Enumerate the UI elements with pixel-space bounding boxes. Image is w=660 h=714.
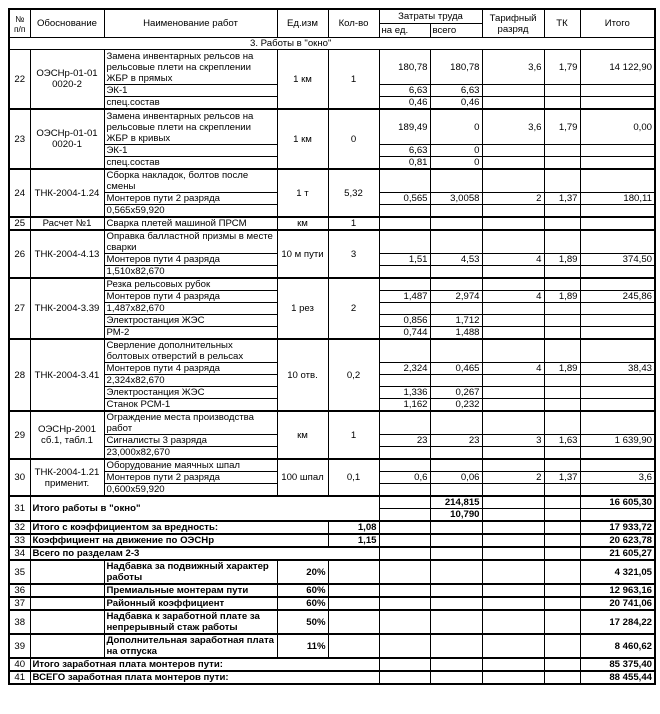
header-unit: Ед.изм [277, 9, 328, 38]
header-grade: Тарифный разряд [482, 9, 544, 38]
table-row: 27 ТНК-2004-3.39 Резка рельсовых рубок 1 рез 2 [9, 278, 655, 291]
section-title: 3. Работы в "окно" [9, 38, 655, 50]
summary-row: 38 Надбавка к заработной плате за непрерывный стаж работы 50% 17 284,22 [9, 610, 655, 634]
summary-row: 40 Итого заработная плата монтеров пути: 85 375,40 [9, 658, 655, 671]
summary-row: 35 Надбавка за подвижный характер работы 20% 4 321,05 [9, 560, 655, 584]
summary-row: 32 Итого с коэффициентом за вредность: 1,08 17 933,72 [9, 521, 655, 534]
table-row: 25 Расчет №1 Сварка плетей машиной ПРСМ км 1 [9, 217, 655, 230]
header-total: Итого [580, 9, 655, 38]
summary-row: 34 Всего по разделам 2-3 21 605,27 [9, 547, 655, 560]
table-row: 29 ОЭСНр-2001 сб.1, табл.1 Ограждение места производства работ км 1 [9, 411, 655, 435]
header-labor-total: всего [430, 24, 482, 38]
estimate-table: № п/п Обоснование Наименование работ Ед.изм Кол-во Затраты труда Тарифный разряд ТК Итого на ед. всего 3. Работы в "окно" 22 ОЭСНр-01-01 0020-2 Замена инвентарных рельсов на рельсовые плети на скреплении ЖБР в прямых 1 км 1 180,78 180,78 3,6 1,79 14 122,90 ЭК-1 6,63 6,63 спец.состав 0,46 0,46 23 ОЭСНр-01-01 0020-1 Замена инвентарных рельсов на рельсовые плети на скреплении ЖБР в кривых 1 км 0 189,49 0 3,6 1,79 0,00 ЭК-1 6,63 0 спец.состав 0,81 0 24 ТНК-2004-1.24 Сборка накладок, болтов после смены 1 т 5,32 Монтеров пути 2 разряда 0,565 3,0058 2 1,37 180,11 0,565x59,920 25 Расчет №1 Сварка плетей машиной ПРСМ км 1 26 ТНК-2004-4.13 Оправка балластной призмы в месте сварки 10 м пути 3 Монтеров пути 4 разряда 1,51 4,53 4 1,89 374,50 1,510x82,670 27 ТНК-2004-3.39 Резка рельсовых рубок 1 рез 2 Монтеров пути 4 разряда 1,487 2,974 4 1,89 245,86 1,487x82,670 Электростанция ЖЭС 0,856 1,712 РМ-2 0,744 1,488 28 ТНК-2004-3.41 Сверление дополнительных болтовых отверстий в рельсах 10 отв. 0,2 Монтеров пути 4 разряда 2,324 0,465 4 1,89 38,43 2,324x82,670 Электростанция ЖЭС 1,336 0,267 Станок РСМ-1 1,162 0,232 29 ОЭСНр-2001 сб.1, табл.1 Ограждение места производства работ км 1 Сигналисты 3 разряда 23 23 3 1,63 1 639,90 23,000x82,670 30 ТНК-2004-1.21 применит. Оборудование маячных шпал 100 шпал 0,1 Монтеров пути 2 разряда 0,6 0,06 2 1,37 3,6 0,600x59,920 31 Итого работы в "окно" 214,815 16 605,30 10,790 32 Итого с коэффициентом за вредность: 1,08 17 933,72 33 Коэффициент на движение по ОЭСНр 1,15 20 623,78 34 Всего по разделам 2-3 21 605,27 35 Надбавка за подвижный характер работы 20% 4 321,05 36 Премиальные монтерам пути 60% 12 963,16 37 Районный коэффициент 60% 20 741,06 38 Надбавка к заработной плате за непрерывный стаж работы 50% 17 284,22 39 Дополнительная заработная плата на отпуска 11% 8 460,62 40 Итого заработная плата монтеров пути: 85 375,40 41 ВСЕГО заработная плата монтеров пути: 88 455,44 [8, 8, 656, 685]
table-row: 24 ТНК-2004-1.24 Сборка накладок, болтов после смены 1 т 5,32 [9, 169, 655, 193]
summary-row: 39 Дополнительная заработная плата на отпуска 11% 8 460,62 [9, 634, 655, 658]
header-labor-per: на ед. [379, 24, 430, 38]
header-labor: Затраты труда [379, 9, 482, 24]
summary-row: 33 Коэффициент на движение по ОЭСНр 1,15 20 623,78 [9, 534, 655, 547]
table-row: 26 ТНК-2004-4.13 Оправка балластной призмы в месте сварки 10 м пути 3 [9, 230, 655, 254]
header-name: Наименование работ [104, 9, 277, 38]
summary-row: 31 Итого работы в "окно" 214,815 16 605,30 [9, 496, 655, 509]
header-num: № п/п [9, 9, 30, 38]
table-row: 22 ОЭСНр-01-01 0020-2 Замена инвентарных рельсов на рельсовые плети на скреплении ЖБР в прямых 1 км 1 180,78 180,78 3,6 1,79 14 122,90 [9, 50, 655, 85]
table-row: 28 ТНК-2004-3.41 Сверление дополнительных болтовых отверстий в рельсах 10 отв. 0,2 [9, 339, 655, 363]
summary-row: 41 ВСЕГО заработная плата монтеров пути: 88 455,44 [9, 671, 655, 684]
summary-row: 37 Районный коэффициент 60% 20 741,06 [9, 597, 655, 610]
header-tk: ТК [544, 9, 580, 38]
header-qty: Кол-во [328, 9, 379, 38]
header-basis: Обоснование [30, 9, 104, 38]
summary-row: 36 Премиальные монтерам пути 60% 12 963,16 [9, 584, 655, 597]
table-row: 30 ТНК-2004-1.21 применит. Оборудование маячных шпал 100 шпал 0,1 [9, 459, 655, 472]
table-row: 23 ОЭСНр-01-01 0020-1 Замена инвентарных рельсов на рельсовые плети на скреплении ЖБР в кривых 1 км 0 189,49 0 3,6 1,79 0,00 [9, 109, 655, 145]
